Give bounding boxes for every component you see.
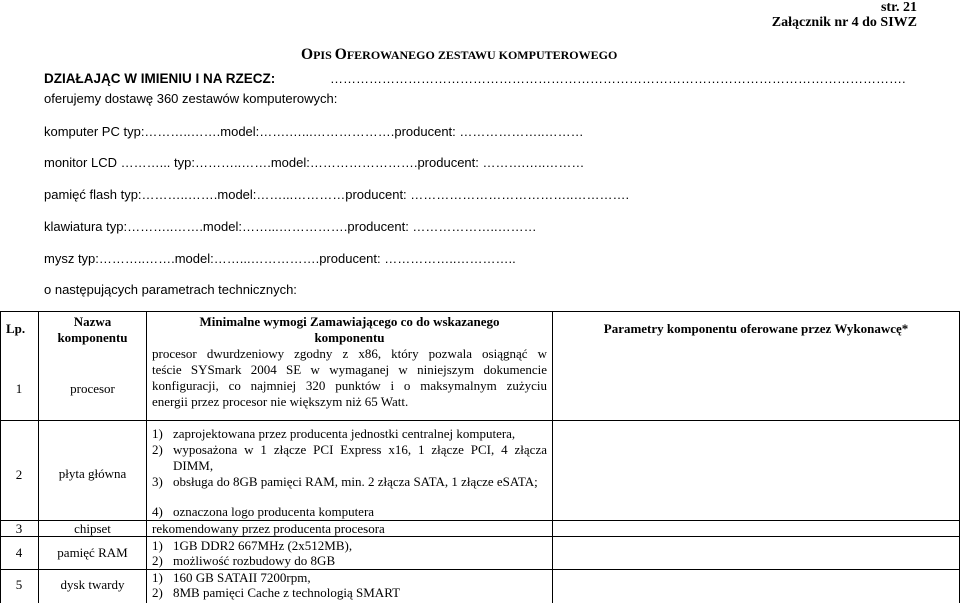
row-component-name: procesor [70, 381, 115, 396]
list-item: 4) oznaczona logo producenta komputera [152, 504, 375, 519]
attachment-label: Załącznik nr 4 do SIWZ [771, 15, 917, 30]
row-lp: 3 [15, 521, 23, 536]
params-intro: o następujących parametrach technicznych: [44, 282, 297, 297]
row-component-name: płyta główna [58, 466, 127, 481]
line-flash-memory[interactable]: pamięć flash typ:………..…….model:……...…………producent: ………………………………..…………. [44, 187, 630, 202]
offer-input-motherboard[interactable] [553, 421, 959, 520]
acting-label: DZIAŁAJĄC W IMIENIU I NA RZECZ: [44, 71, 276, 86]
offer-input-ram[interactable] [553, 537, 959, 569]
header-lp: Lp. [6, 321, 26, 336]
page-number: str. 21 [880, 0, 917, 15]
acting-name-field[interactable]: ……………………………………………………………………………………………………………………. [330, 71, 906, 86]
row-lp: 2 [15, 467, 23, 482]
list-item: 1) 1GB DDR2 667MHz (2x512MB), [152, 538, 353, 553]
col-border [146, 311, 147, 603]
header-name: Nazwa komponentu [57, 314, 128, 345]
list-item: 2) 8MB pamięci Cache z technologią SMART [152, 585, 401, 600]
header-offered-params: Parametry komponentu oferowane przez Wykonawcę* [603, 321, 909, 336]
row-component-name: dysk twardy [60, 577, 125, 592]
list-item: 3) obsługa do 8GB pamięci RAM, min. 2 złącza SATA, 1 złącze eSATA; [152, 474, 538, 489]
line-keyboard[interactable]: klawiatura typ:………..…….model:……...…………….producent: ………………..……… [44, 219, 537, 234]
row-requirements: rekomendowany przez producenta procesora [152, 521, 385, 536]
offer-text: oferujemy dostawę 360 zestawów komputerowych: [44, 91, 338, 106]
row-component-name: chipset [74, 521, 111, 536]
row-lp: 1 [15, 381, 23, 396]
offer-input-hdd[interactable] [553, 570, 959, 603]
row-component-name: pamięć RAM [57, 545, 128, 560]
row-requirements: procesor dwurdzeniowy zgodny z x86, który pozwala osiągnąć w teście SYSmark 2004 SE w wymaganej w niniejszym dokumencie konfiguracji, co najmniej 320 punktów i o maksymalnym zużyciu energii przez procesor nie większym niż 65 Watt. [152, 346, 547, 409]
list-item: 1) 160 GB SATAII 7200rpm, [152, 570, 311, 585]
document-title: OPIS OFEROWANEGO ZESTAWU KOMPUTEROWEGO [301, 46, 618, 63]
row-lp: 4 [15, 545, 23, 560]
header-requirements: Minimalne wymogi Zamawiającego co do wskazanego komponentu [199, 314, 500, 345]
line-mouse[interactable]: mysz typ:………..…….model:……...…………….producent: ……………..………….. [44, 251, 516, 266]
offer-input-processor[interactable] [553, 312, 959, 420]
line-monitor-lcd[interactable]: monitor LCD ………... typ:………..…….model:…………………….producent: ……….…..……… [44, 155, 585, 170]
list-item: 2) możliwość rozbudowy do 8GB [152, 553, 336, 568]
row-lp: 5 [15, 577, 23, 592]
line-computer-pc[interactable]: komputer PC typ:………..…….model:…….…...……………….producent: ………………..……… [44, 124, 584, 139]
list-item: 1) zaprojektowana przez producenta jednostki centralnej komputera, [152, 426, 516, 441]
list-item: 2) wyposażona w 1 złącze PCI Express x16, 1 złącze PCI, 4 złącza DIMM, [152, 442, 547, 473]
